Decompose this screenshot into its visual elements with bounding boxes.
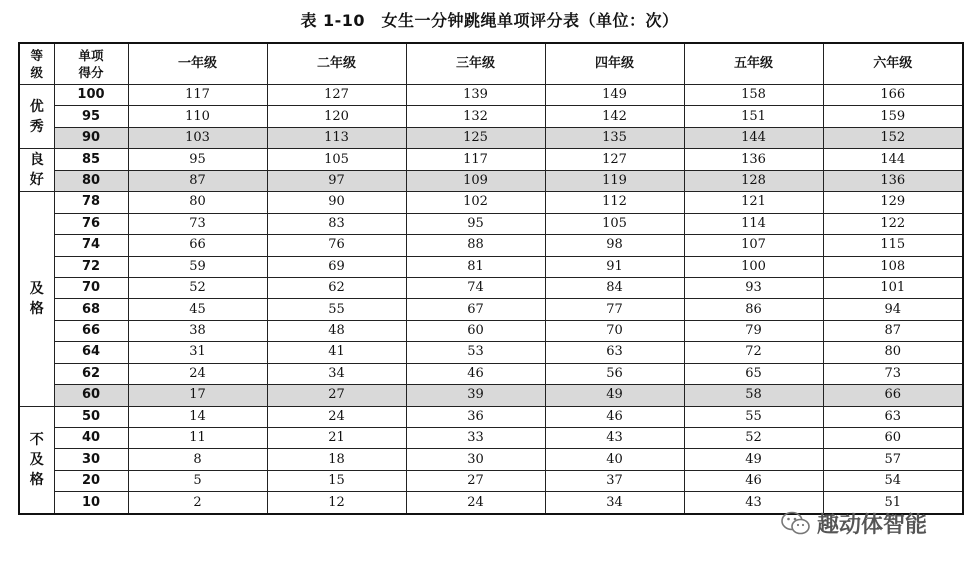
table-row: [19, 213, 963, 234]
value-cell: 24: [128, 363, 267, 384]
value-cell: 34: [267, 363, 406, 384]
value-cell: 59: [128, 256, 267, 277]
score-cell: 66: [54, 320, 128, 341]
value-cell: 113: [267, 127, 406, 148]
year-header: 一年级: [128, 43, 267, 85]
value-cell: 34: [545, 492, 684, 514]
value-cell: 149: [545, 85, 684, 106]
value-cell: 108: [823, 256, 963, 277]
table-row: [19, 363, 963, 384]
grade-level-cell: 不 及 格: [19, 406, 54, 514]
score-cell: 64: [54, 342, 128, 363]
value-cell: 93: [684, 277, 823, 298]
value-cell: 114: [684, 213, 823, 234]
grade-level-cell: 及 格: [19, 192, 54, 406]
value-cell: 11: [128, 428, 267, 449]
value-cell: 107: [684, 235, 823, 256]
value-cell: 36: [406, 406, 545, 427]
score-cell: 80: [54, 170, 128, 191]
grade-level-cell: 良 好: [19, 149, 54, 192]
value-cell: 94: [823, 299, 963, 320]
value-cell: 46: [545, 406, 684, 427]
table-row: [19, 127, 963, 148]
value-cell: 132: [406, 106, 545, 127]
value-cell: 45: [128, 299, 267, 320]
table-row: [19, 256, 963, 277]
value-cell: 139: [406, 85, 545, 106]
value-cell: 102: [406, 192, 545, 213]
value-cell: 125: [406, 127, 545, 148]
value-cell: 31: [128, 342, 267, 363]
value-cell: 81: [406, 256, 545, 277]
table-body: [19, 85, 963, 514]
value-cell: 110: [128, 106, 267, 127]
value-cell: 51: [823, 492, 963, 514]
value-cell: 73: [128, 213, 267, 234]
value-cell: 2: [128, 492, 267, 514]
value-cell: 27: [406, 470, 545, 491]
value-cell: 17: [128, 385, 267, 406]
value-cell: 117: [128, 85, 267, 106]
value-cell: 72: [684, 342, 823, 363]
value-cell: 166: [823, 85, 963, 106]
value-cell: 62: [267, 277, 406, 298]
value-cell: 63: [545, 342, 684, 363]
value-cell: 65: [684, 363, 823, 384]
table-row: [19, 385, 963, 406]
table-row: [19, 428, 963, 449]
table-row: [19, 299, 963, 320]
value-cell: 100: [684, 256, 823, 277]
value-cell: 46: [406, 363, 545, 384]
score-cell: 100: [54, 85, 128, 106]
value-cell: 55: [267, 299, 406, 320]
value-cell: 24: [406, 492, 545, 514]
value-cell: 88: [406, 235, 545, 256]
score-cell: 76: [54, 213, 128, 234]
table-row: [19, 149, 963, 170]
value-cell: 56: [545, 363, 684, 384]
value-cell: 159: [823, 106, 963, 127]
value-cell: 105: [267, 149, 406, 170]
value-cell: 115: [823, 235, 963, 256]
score-cell: 40: [54, 428, 128, 449]
value-cell: 135: [545, 127, 684, 148]
value-cell: 91: [545, 256, 684, 277]
value-cell: 77: [545, 299, 684, 320]
value-cell: 136: [684, 149, 823, 170]
score-cell: 72: [54, 256, 128, 277]
value-cell: 57: [823, 449, 963, 470]
value-cell: 14: [128, 406, 267, 427]
value-cell: 97: [267, 170, 406, 191]
value-cell: 87: [823, 320, 963, 341]
table-row: [19, 470, 963, 491]
value-cell: 152: [823, 127, 963, 148]
value-cell: 144: [823, 149, 963, 170]
watermark-text: 趣动体智能: [817, 513, 928, 538]
grade-level-cell: 优 秀: [19, 85, 54, 149]
value-cell: 101: [823, 277, 963, 298]
score-cell: 78: [54, 192, 128, 213]
year-header: 四年级: [545, 43, 684, 85]
table-row: [19, 342, 963, 363]
value-cell: 122: [823, 213, 963, 234]
score-cell: 10: [54, 492, 128, 514]
value-cell: 15: [267, 470, 406, 491]
value-cell: 144: [684, 127, 823, 148]
score-cell: 90: [54, 127, 128, 148]
table-row: [19, 449, 963, 470]
score-cell: 60: [54, 385, 128, 406]
value-cell: 66: [823, 385, 963, 406]
table-row: [19, 85, 963, 106]
value-cell: 55: [684, 406, 823, 427]
value-cell: 49: [684, 449, 823, 470]
value-cell: 74: [406, 277, 545, 298]
value-cell: 39: [406, 385, 545, 406]
value-cell: 33: [406, 428, 545, 449]
value-cell: 40: [545, 449, 684, 470]
value-cell: 105: [545, 213, 684, 234]
value-cell: 38: [128, 320, 267, 341]
year-header: 三年级: [406, 43, 545, 85]
value-cell: 5: [128, 470, 267, 491]
value-cell: 43: [545, 428, 684, 449]
value-cell: 12: [267, 492, 406, 514]
value-cell: 76: [267, 235, 406, 256]
value-cell: 84: [545, 277, 684, 298]
value-cell: 87: [128, 170, 267, 191]
value-cell: 41: [267, 342, 406, 363]
grade-header: 等 级: [19, 43, 54, 85]
value-cell: 49: [545, 385, 684, 406]
value-cell: 86: [684, 299, 823, 320]
table-title: 表 1-10 女生一分钟跳绳单项评分表（单位：次）: [300, 11, 679, 30]
year-header: 六年级: [823, 43, 963, 85]
scoring-table: [18, 42, 964, 515]
value-cell: 27: [267, 385, 406, 406]
value-cell: 37: [545, 470, 684, 491]
year-header: 五年级: [684, 43, 823, 85]
value-cell: 54: [823, 470, 963, 491]
value-cell: 80: [128, 192, 267, 213]
value-cell: 127: [267, 85, 406, 106]
value-cell: 121: [684, 192, 823, 213]
value-cell: 90: [267, 192, 406, 213]
value-cell: 30: [406, 449, 545, 470]
value-cell: 129: [823, 192, 963, 213]
value-cell: 151: [684, 106, 823, 127]
score-header: 单项 得分: [54, 43, 128, 85]
value-cell: 95: [128, 149, 267, 170]
score-cell: 95: [54, 106, 128, 127]
value-cell: 70: [545, 320, 684, 341]
score-cell: 30: [54, 449, 128, 470]
table-row: [19, 406, 963, 427]
value-cell: 48: [267, 320, 406, 341]
value-cell: 52: [128, 277, 267, 298]
value-cell: 18: [267, 449, 406, 470]
value-cell: 136: [823, 170, 963, 191]
wechat-icon: [781, 511, 811, 537]
value-cell: 98: [545, 235, 684, 256]
value-cell: 21: [267, 428, 406, 449]
value-cell: 112: [545, 192, 684, 213]
score-cell: 85: [54, 149, 128, 170]
value-cell: 79: [684, 320, 823, 341]
score-cell: 68: [54, 299, 128, 320]
value-cell: 67: [406, 299, 545, 320]
table-row: [19, 106, 963, 127]
value-cell: 69: [267, 256, 406, 277]
value-cell: 8: [128, 449, 267, 470]
year-header: 二年级: [267, 43, 406, 85]
value-cell: 103: [128, 127, 267, 148]
value-cell: 63: [823, 406, 963, 427]
header-row: [19, 43, 963, 85]
score-cell: 50: [54, 406, 128, 427]
value-cell: 117: [406, 149, 545, 170]
value-cell: 109: [406, 170, 545, 191]
value-cell: 120: [267, 106, 406, 127]
score-cell: 62: [54, 363, 128, 384]
score-cell: 74: [54, 235, 128, 256]
value-cell: 128: [684, 170, 823, 191]
value-cell: 53: [406, 342, 545, 363]
value-cell: 73: [823, 363, 963, 384]
value-cell: 43: [684, 492, 823, 514]
value-cell: 127: [545, 149, 684, 170]
value-cell: 80: [823, 342, 963, 363]
score-cell: 20: [54, 470, 128, 491]
value-cell: 58: [684, 385, 823, 406]
value-cell: 158: [684, 85, 823, 106]
value-cell: 52: [684, 428, 823, 449]
table-row: [19, 235, 963, 256]
watermark: [781, 508, 927, 539]
value-cell: 46: [684, 470, 823, 491]
value-cell: 66: [128, 235, 267, 256]
table-row: [19, 192, 963, 213]
table-row: [19, 277, 963, 298]
table-row: [19, 320, 963, 341]
value-cell: 24: [267, 406, 406, 427]
value-cell: 119: [545, 170, 684, 191]
value-cell: 60: [823, 428, 963, 449]
score-cell: 70: [54, 277, 128, 298]
value-cell: 60: [406, 320, 545, 341]
value-cell: 83: [267, 213, 406, 234]
value-cell: 95: [406, 213, 545, 234]
value-cell: 142: [545, 106, 684, 127]
table-row: [19, 170, 963, 191]
